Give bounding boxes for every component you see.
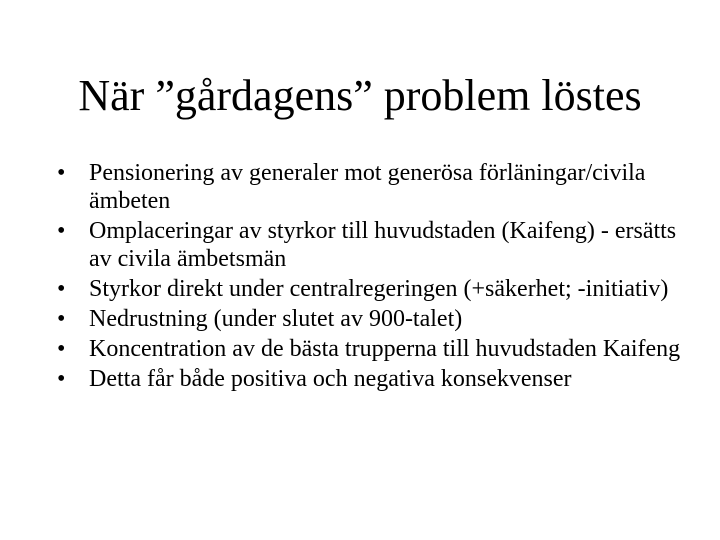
bullet-list bbox=[57, 159, 697, 395]
bullet-item bbox=[57, 275, 697, 303]
bullet-icon: • bbox=[57, 160, 66, 186]
bullet-text: Koncentration av de bästa trupperna till huvudstaden Kaifeng bbox=[89, 336, 681, 362]
bullet-text: Detta får både positiva och negativa konsekvenser bbox=[89, 366, 572, 392]
bullet-text: Nedrustning (under slutet av 900-talet) bbox=[89, 306, 463, 332]
bullet-item bbox=[57, 365, 697, 393]
bullet-item bbox=[57, 305, 697, 333]
bullet-icon: • bbox=[57, 306, 66, 332]
bullet-item bbox=[57, 159, 697, 215]
bullet-item bbox=[57, 335, 697, 363]
bullet-text: Pensionering av generaler mot generösa förläningar/civila ämbeten bbox=[89, 160, 646, 214]
bullet-icon: • bbox=[57, 218, 66, 244]
bullet-item bbox=[57, 217, 697, 273]
bullet-text: Omplaceringar av styrkor till huvudstaden (Kaifeng) - ersätts av civila ämbetsmän bbox=[89, 218, 677, 272]
bullet-icon: • bbox=[57, 276, 66, 302]
bullet-icon: • bbox=[57, 336, 66, 362]
slide-title: När ”gårdagens” problem löstes bbox=[78, 71, 642, 120]
bullet-icon: • bbox=[57, 366, 66, 392]
bullet-text: Styrkor direkt under centralregeringen (+säkerhet; -initiativ) bbox=[89, 276, 669, 302]
